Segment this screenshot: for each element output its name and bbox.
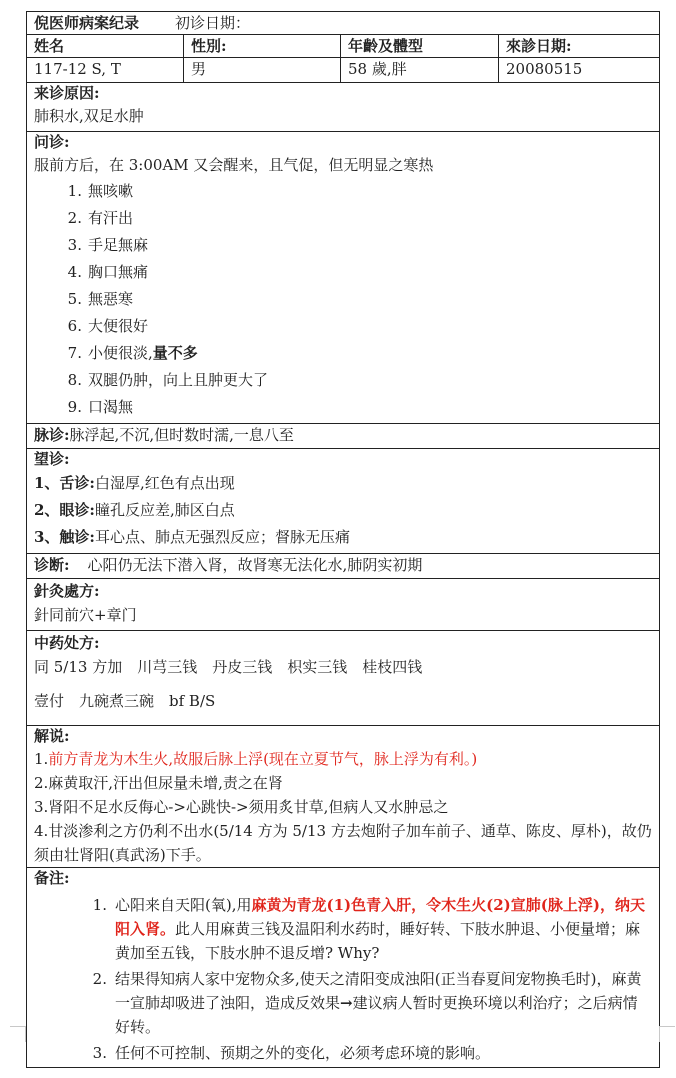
inquiry-list	[34, 178, 652, 421]
tongue-text: 白湿厚,红色有点出现	[94, 474, 235, 492]
inquiry-item: 大便很好	[88, 317, 149, 335]
inquiry-item: 口渴無	[88, 398, 134, 416]
page-corner-mark-right	[659, 1026, 675, 1027]
page-corner-mark-left-vertical	[25, 1026, 26, 1042]
age-value: 58 歲,胖	[341, 58, 499, 83]
notes-section	[27, 868, 660, 1068]
touch-text: 耳心点、肺点无强烈反应；督脉无压痛	[94, 528, 350, 546]
tongue-line	[34, 470, 652, 497]
explanation-label: 解说:	[34, 727, 70, 745]
diagnosis-text: 心阳仍无法下潜入肾，故肾寒无法化水,肺阴实初期	[87, 556, 423, 574]
acupuncture-text: 針同前穴+章门	[34, 606, 137, 624]
inquiry-label: 问诊:	[34, 133, 70, 151]
acupuncture-label: 針灸處方:	[34, 582, 100, 600]
inquiry-item-text: 小便很淡,	[88, 344, 153, 362]
title-row	[27, 12, 660, 35]
explanation-item-2: 2.麻黄取汗,汗出但尿量未增,责之在肾	[34, 774, 283, 792]
explanation-item-3: 3.肾阳不足水反侮心->心跳快->须用炙甘草,但病人又水肿忌之	[34, 798, 449, 816]
sex-label: 性別:	[184, 35, 341, 58]
note-1-text-b: 此人用麻黄三钱及温阳利水药时，睡好转、下肢水肿退、小便量增；麻黄加至五钱，下肢水肿不退反增? Why?	[115, 920, 641, 962]
age-label: 年齡及體型	[341, 35, 499, 58]
first-visit-label: 初诊日期：	[175, 14, 251, 32]
acupuncture-section	[27, 579, 660, 631]
eye-line	[34, 497, 652, 524]
inquiry-item: 胸口無痛	[88, 263, 149, 281]
note-1-emphasis: 麻黄为青龙(1)色青入肝，令木生火(2)宣肺(脉上浮)，纳天阳入肾。	[115, 896, 645, 938]
inspection-section	[27, 449, 660, 554]
note-item	[115, 893, 652, 965]
note-item: 任何不可控制、预期之外的变化，必须考虑环境的影响。	[115, 1044, 491, 1062]
touch-label: 3、触诊:	[34, 528, 95, 546]
date-value: 20080515	[499, 58, 660, 83]
eye-label: 2、眼诊:	[34, 501, 95, 519]
name-value: 117-12 S, T	[27, 58, 184, 83]
explanation-item-4: 4.甘淡渗利之方仍利不出水(5/14 方为 5/13 方去炮附子加车前子、通草、陈皮、厚朴)，故仍须由壮肾阳(真武汤)下手。	[34, 822, 652, 864]
diagnosis-section	[27, 554, 660, 579]
pulse-text: 脉浮起,不沉,但时数时濡,一息八至	[69, 426, 294, 444]
name-label: 姓名	[27, 35, 184, 58]
touch-line	[34, 524, 652, 551]
herbal-line-1: 同 5/13 方加 川芎三钱 丹皮三钱 枳实三钱 桂枝四钱	[34, 658, 423, 676]
inquiry-item: 双腿仍肿，向上且肿更大了	[88, 371, 269, 389]
notes-label: 备注:	[34, 869, 70, 887]
inspection-label: 望诊:	[34, 450, 70, 468]
date-label: 來診日期:	[499, 35, 660, 58]
diagnosis-label: 诊断:	[34, 556, 70, 574]
note-1-text-a: 心阳来自天阳(氧),用	[115, 896, 252, 914]
medical-record	[26, 11, 659, 1068]
inquiry-item: 無惡寒	[88, 290, 134, 308]
inquiry-item-emphasis: 量不多	[152, 344, 198, 362]
page-corner-mark-left	[10, 1026, 26, 1027]
record-table	[26, 11, 660, 1068]
explanation-section	[27, 726, 660, 868]
reason-section	[27, 83, 660, 132]
pulse-section	[27, 424, 660, 449]
inquiry-item: 手足無麻	[88, 236, 149, 254]
page-corner-mark-right-vertical	[659, 1026, 660, 1042]
arrow-right-icon: →	[340, 994, 353, 1012]
inquiry-intro: 服前方后，在 3:00AM 又会醒来，且气促，但无明显之寒热	[34, 156, 434, 174]
herbal-line-2: 壹付 九碗煮三碗 bf B/S	[34, 692, 216, 710]
note-2-text-b: 建议病人暂时更换环境以利治疗；之后病情好转。	[115, 994, 638, 1036]
record-title: 倪医师病案纪录	[34, 14, 140, 32]
reason-label: 来诊原因:	[34, 84, 100, 102]
eye-text: 瞳孔反应差,肺区白点	[94, 501, 235, 519]
note-item	[115, 967, 652, 1039]
sex-value: 男	[184, 58, 341, 83]
note-2-text-a: 结果得知病人家中宠物众多,使天之清阳变成浊阳(正当春夏间宠物换毛时)，麻黄一宣肺却吸进了浊阳，造成反效果	[115, 970, 642, 1012]
reason-text: 肺积水,双足水肿	[34, 107, 144, 125]
pulse-label: 脉诊:	[34, 426, 70, 444]
inquiry-item: 有汗出	[88, 209, 134, 227]
herbal-label: 中药处方:	[34, 634, 100, 652]
tongue-label: 1、舌诊:	[34, 474, 95, 492]
explanation-item-1	[34, 747, 652, 771]
explanation-item-1-num: 1.	[34, 750, 49, 768]
inquiry-item	[88, 340, 652, 367]
inquiry-item: 無咳嗽	[88, 182, 134, 200]
explanation-item-1-text: 前方青龙为木生火,故服后脉上浮(现在立夏节气，脉上浮为有利。)	[48, 750, 478, 768]
inquiry-section	[27, 132, 660, 424]
herbal-section	[27, 631, 660, 726]
notes-list	[34, 893, 652, 1065]
